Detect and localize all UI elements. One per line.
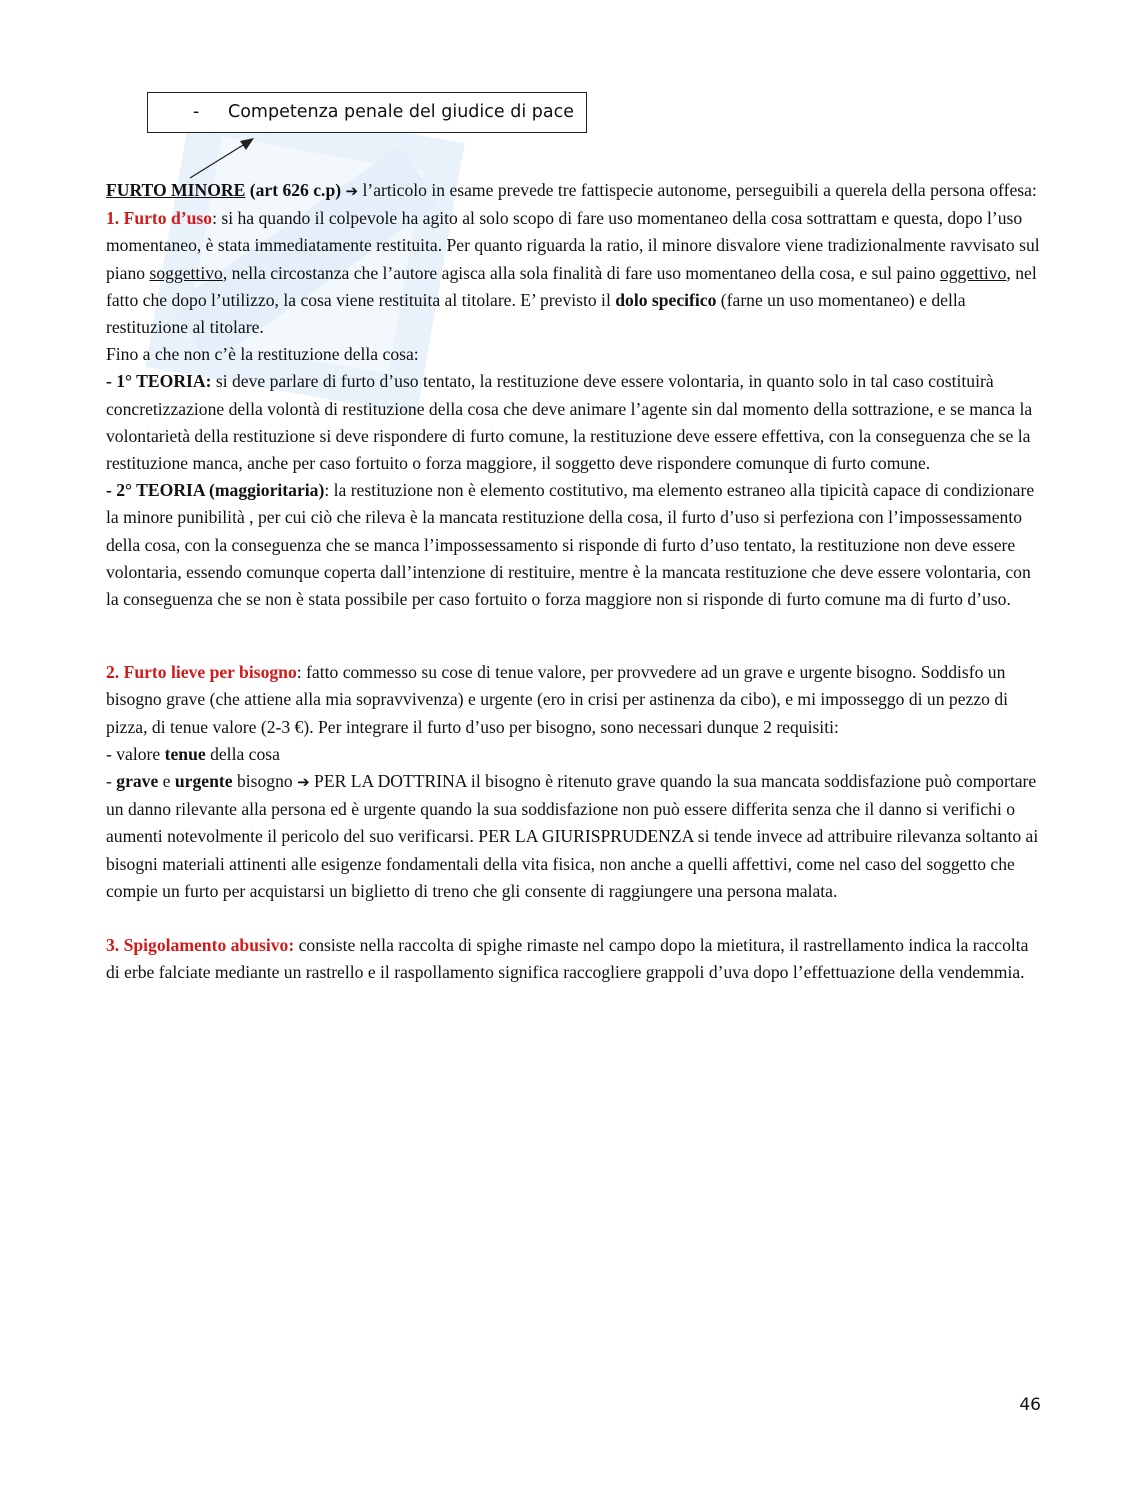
underline-oggettivo: oggettivo (939, 262, 1007, 283)
intro-title: FURTO MINORE (106, 180, 246, 200)
arrow-right-icon: ➔ (297, 773, 310, 792)
theory-2-label: - 2° TEORIA (maggioritaria) (106, 480, 325, 501)
section-1-text-a: : si ha quando il colpevole ha agito al solo scopo di fare uso momentaneo della cosa sottrattam e questa, dopo l’uso momentaneo, è stata immediatamente restituita. Per quanto riguarda la ratio, il minore disvalore viene tradizionalmente ravvisato sul piano (106, 208, 1040, 283)
page-number: 46 (1019, 1395, 1041, 1415)
req-2-text: PER LA DOTTRINA il bisogno è ritenuto grave quando la sua mancata soddisfazione può comportare un danno rilevante alla persona ed è urgente quando la sua soddisfazione non può essere differita senza che il danno si verifichi o aumenti notevolmente il pericolo del suo verificarsi. PER LA GIURISPRUDENZA si tende invece ad attribuire rilevanza soltanto ai bisogni materiali attinenti alle esigenze fondamentali della vita fisica, non anche a quelli affettivi, come nel caso del soggetto che compie un furto per acquistarsi un biglietto di treno che gli consente di raggiungere una persona malata. (106, 771, 1039, 901)
section-2-heading: 2. Furto lieve per bisogno (106, 662, 297, 683)
req-2-prefix: - (106, 771, 117, 792)
section-3-text: consiste nella raccolta di spighe rimaste nel campo dopo la mietitura, il rastrellamento indica la raccolta di erbe falciate mediante un rastrello e il raspollamento significa raccogliere grappoli d’uva dopo l’effettuazione della vendemmia. (106, 935, 1029, 983)
req-1-suffix: della cosa (205, 743, 280, 764)
callout-label: Competenza penale del giudice di pace (228, 102, 574, 122)
section-1-text-c: , nel fatto che dopo l’utilizzo, la cosa viene restituita al titolare. E’ previsto il (106, 262, 1037, 310)
document-body (106, 177, 1046, 986)
section-1-line2: Fino a che non c’è la restituzione della cosa: (106, 344, 419, 365)
theory-1-label: - 1° TEORIA: (106, 371, 212, 392)
intro-paragraph (106, 177, 1046, 205)
intro-text: l’articolo in esame prevede tre fattispecie autonome, perseguibili a querela della persona offesa: (358, 180, 1037, 200)
section-1-text-b: , nella circostanza che l’autore agisca alla sola finalità di fare uso momentaneo della cosa, e sul paino (222, 262, 940, 283)
section-1-paragraph (106, 205, 1046, 341)
bold-dolo-specifico: dolo specifico (615, 289, 717, 310)
theory-1-text: si deve parlare di furto d’uso tentato, la restituzione deve essere volontaria, in quanto solo in tal caso costituirà concretizzazione della volontà di restituzione della cosa che deve animare l’agente sin dal momento della sottrazione, e se manca la volontarietà della restituzione si deve rispondere di furto comune, la restituzione deve essere effettiva, con la conseguenza che se la restituzione manca, anche per caso fortuito o forza maggiore, il soggetto deve rispondere comunque di furto comune. (106, 371, 1033, 474)
section-3-paragraph (106, 932, 1046, 986)
bold-grave: grave (116, 771, 159, 792)
section-2-paragraph (106, 659, 1046, 741)
bold-tenue: tenue (164, 743, 206, 764)
requirement-2 (106, 768, 1046, 905)
callout-dash: - (193, 102, 200, 122)
section-2-text: : fatto commesso su cose di tenue valore, per provvedere ad un grave e urgente bisogno. Soddisfo un bisogno grave (che attiene alla mia sopravvivenza) e urgente (ero in crisi per astinenza da cibo), e mi impossеggo di un pezzo di pizza, di tenue valore (2-3 €). Per integrare il furto d’uso per bisogno, sono necessari dunque 2 requisiti: (106, 662, 1009, 737)
theory-2-paragraph (106, 477, 1046, 613)
theory-2-text: : la restituzione non è elemento costitutivo, ma elemento estraneo alla tipicità capace di condizionare la minore punibilità , per cui ciò che rileva è la mancata restituzione della cosa, il furto d’uso si perfeziona con l’impossessamento della cosa, con la conseguenza che se manca l’impossessamento si risponde di furto d’uso tentato, la restituzione non deve essere volontaria, essendo comunque coperta dall’intenzione di restituire, mentre è la mancata restituzione che deve essere volontaria, con la conseguenza che se non è stata possibile per caso fortuito o forza maggiore non si risponde di furto comune ma di furto d’uso. (106, 480, 1035, 610)
req-1-prefix: - valore (106, 743, 165, 764)
theory-1-paragraph (106, 368, 1046, 477)
bold-urgente: urgente (174, 771, 233, 792)
spacer (106, 905, 1046, 932)
section-1-text-d: (farne un uso momentaneo) e della restituzione al titolare. (106, 289, 966, 338)
spacer (106, 613, 1046, 659)
callout-box (147, 92, 587, 133)
section-3-heading: 3. Spigolamento abusivo: (106, 935, 295, 956)
intro-ref: (art 626 c.p) (249, 180, 342, 200)
underline-soggettivo: soggettivo (149, 262, 223, 283)
req-2-mid: e (158, 771, 175, 792)
section-1-heading: 1. Furto d’uso (106, 208, 213, 229)
arrow-right-icon: ➔ (345, 182, 359, 200)
requirement-1 (106, 741, 1046, 768)
req-2-post: bisogno (232, 771, 298, 792)
